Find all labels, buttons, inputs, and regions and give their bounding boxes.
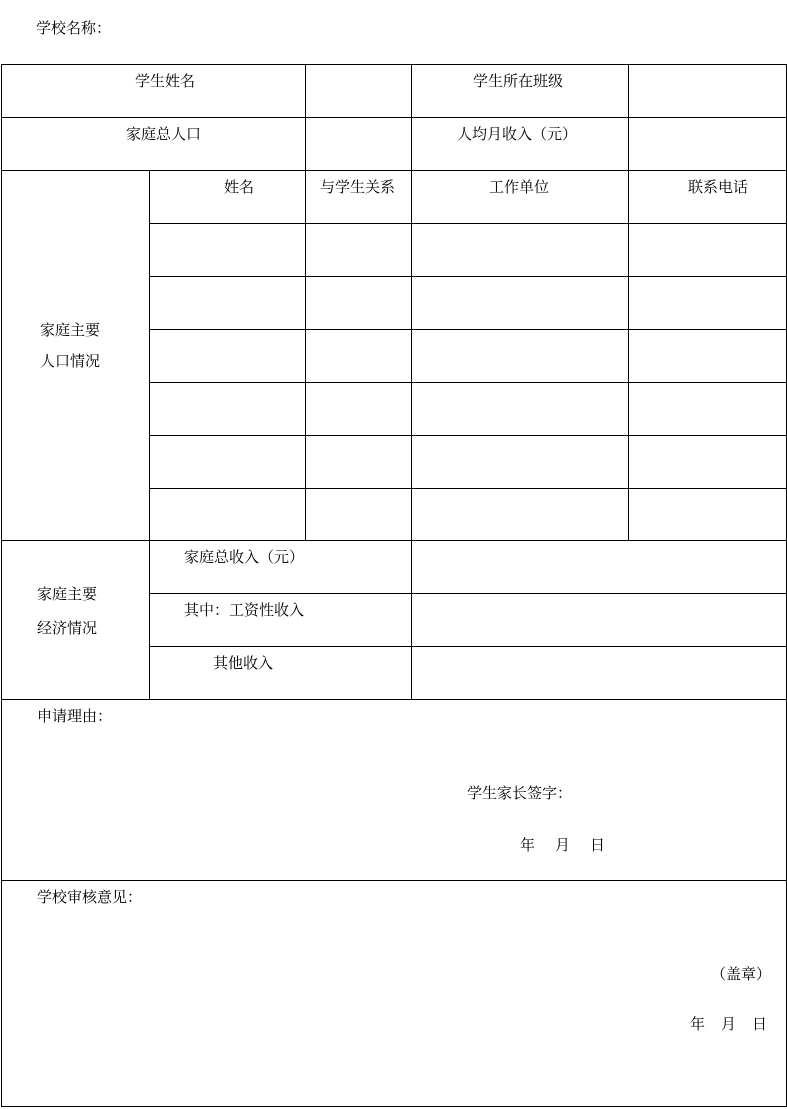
student-class-label: 学生所在班级 [473,72,564,90]
family-members-section-label: 人口情况 [40,352,101,370]
application-date-month: 月 [555,836,571,854]
application-date-day: 日 [590,836,606,854]
school-review-label: 学校审核意见： [37,888,143,906]
column-header-relation: 与学生关系 [320,178,396,196]
row-divider [149,329,786,330]
row-divider [1,117,786,118]
column-header-phone: 联系电话 [688,178,749,196]
family-members-section-label: 家庭主要 [40,321,101,339]
column-divider [628,64,629,541]
application-reason-label: 申请理由： [37,707,113,725]
row-divider [149,646,786,647]
economy-section-label: 家庭主要 [37,585,98,603]
table-top-border [1,64,786,65]
seal-label: （盖章） [711,965,772,983]
review-date-day: 日 [752,1015,768,1033]
column-header-employer: 工作单位 [489,178,550,196]
row-divider [149,223,786,224]
table-bottom-border [1,1106,786,1107]
wage-income-label: 其中：工资性收入 [184,601,305,619]
row-divider [1,540,786,541]
application-date-year: 年 [520,836,536,854]
parent-signature-label: 学生家长签字： [467,784,573,802]
column-divider [149,170,150,700]
family-size-label: 家庭总人口 [126,125,202,143]
row-divider [1,170,786,171]
column-divider [411,64,412,700]
school-name-label: 学校名称： [36,19,112,37]
row-divider [1,880,786,881]
economy-section-label: 经济情况 [37,619,98,637]
review-date-year: 年 [690,1015,706,1033]
other-income-label: 其他收入 [213,654,274,672]
total-income-label: 家庭总收入（元） [184,548,305,566]
row-divider [149,382,786,383]
column-header-name: 姓名 [224,178,255,196]
row-divider [1,699,786,700]
table-left-border [1,64,2,1107]
row-divider [149,488,786,489]
row-divider [149,276,786,277]
student-name-label: 学生姓名 [135,72,196,90]
review-date-month: 月 [721,1015,737,1033]
column-divider [305,64,306,541]
per-capita-income-label: 人均月收入（元） [457,125,578,143]
row-divider [149,593,786,594]
row-divider [149,435,786,436]
